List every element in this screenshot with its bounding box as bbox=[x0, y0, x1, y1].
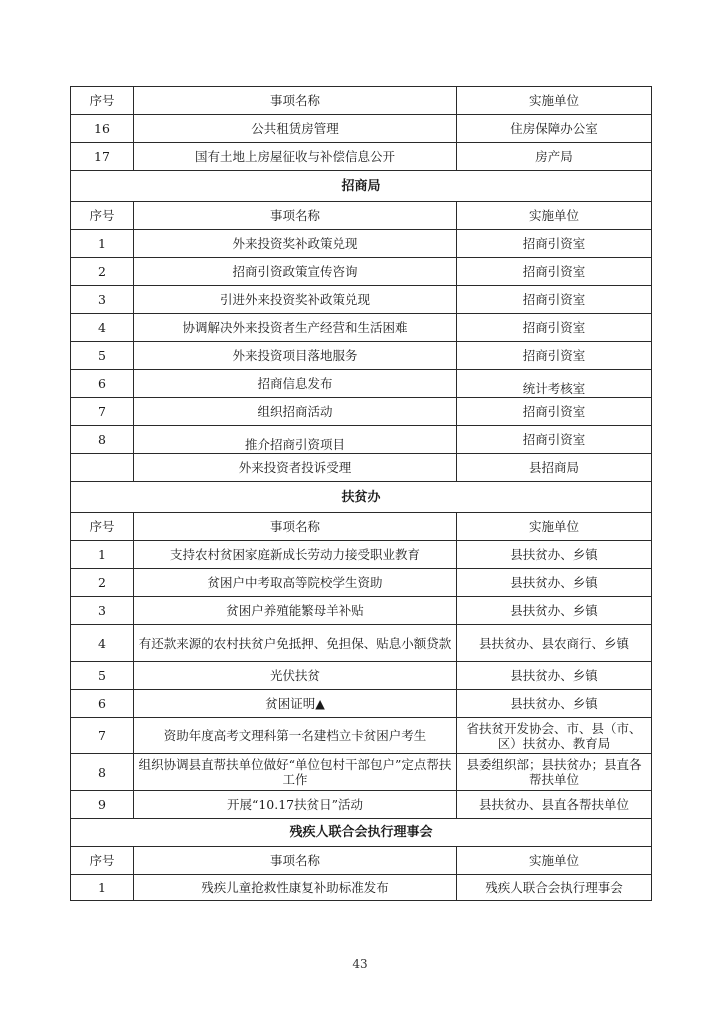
header-unit: 实施单位 bbox=[457, 202, 652, 230]
row-no: 2 bbox=[71, 258, 134, 286]
row-unit: 招商引资室 bbox=[457, 398, 652, 426]
table-row bbox=[71, 690, 652, 718]
row-unit: 县扶贫办、县农商行、乡镇 bbox=[457, 625, 652, 662]
row-name: 引进外来投资奖补政策兑现 bbox=[134, 286, 457, 314]
header-name: 事项名称 bbox=[134, 513, 457, 541]
table-row bbox=[71, 370, 652, 398]
header-unit: 实施单位 bbox=[457, 87, 652, 115]
section-title-row bbox=[71, 819, 652, 847]
row-name: 公共租赁房管理 bbox=[134, 115, 457, 143]
table-row bbox=[71, 426, 652, 454]
row-name: 贫困户养殖能繁母羊补贴 bbox=[134, 597, 457, 625]
row-name: 有还款来源的农村扶贫户免抵押、免担保、贴息小额贷款 bbox=[134, 625, 457, 662]
table-row bbox=[71, 597, 652, 625]
row-unit: 县扶贫办、乡镇 bbox=[457, 541, 652, 569]
row-no: 7 bbox=[71, 398, 134, 426]
table-row bbox=[71, 541, 652, 569]
row-no bbox=[71, 454, 134, 482]
row-name: 资助年度高考文理科第一名建档立卡贫困户考生 bbox=[134, 718, 457, 754]
header-name: 事项名称 bbox=[134, 847, 457, 875]
table-body bbox=[71, 87, 652, 901]
row-name: 光伏扶贫 bbox=[134, 662, 457, 690]
row-unit: 县扶贫办、乡镇 bbox=[457, 597, 652, 625]
row-no: 16 bbox=[71, 115, 134, 143]
row-name: 支持农村贫困家庭新成长劳动力接受职业教育 bbox=[134, 541, 457, 569]
header-unit: 实施单位 bbox=[457, 513, 652, 541]
header-no: 序号 bbox=[71, 513, 134, 541]
table-row bbox=[71, 791, 652, 819]
row-name: 贫困户中考取高等院校学生资助 bbox=[134, 569, 457, 597]
table-row bbox=[71, 286, 652, 314]
row-no: 2 bbox=[71, 569, 134, 597]
row-unit: 招商引资室 bbox=[457, 314, 652, 342]
row-unit: 统计考核室 bbox=[457, 370, 652, 398]
row-name: 残疾儿童抢救性康复补助标准发布 bbox=[134, 875, 457, 901]
header-no: 序号 bbox=[71, 87, 134, 115]
header-name: 事项名称 bbox=[134, 87, 457, 115]
matters-table bbox=[70, 86, 652, 901]
row-no: 4 bbox=[71, 314, 134, 342]
row-unit: 县扶贫办、县直各帮扶单位 bbox=[457, 791, 652, 819]
table-row bbox=[71, 662, 652, 690]
table-row bbox=[71, 258, 652, 286]
row-name: 贫困证明▲ bbox=[134, 690, 457, 718]
row-no: 9 bbox=[71, 791, 134, 819]
table-header-row bbox=[71, 513, 652, 541]
table-header-row bbox=[71, 847, 652, 875]
section-title-row bbox=[71, 171, 652, 202]
row-no: 6 bbox=[71, 690, 134, 718]
table-row bbox=[71, 875, 652, 901]
row-unit: 房产局 bbox=[457, 143, 652, 171]
row-no: 3 bbox=[71, 286, 134, 314]
table-row bbox=[71, 454, 652, 482]
row-unit: 县扶贫办、乡镇 bbox=[457, 690, 652, 718]
row-no: 5 bbox=[71, 662, 134, 690]
table-row bbox=[71, 754, 652, 791]
row-unit: 招商引资室 bbox=[457, 426, 652, 454]
table-row bbox=[71, 314, 652, 342]
header-name: 事项名称 bbox=[134, 202, 457, 230]
table-row bbox=[71, 115, 652, 143]
table-row bbox=[71, 230, 652, 258]
row-name: 组织协调县直帮扶单位做好“单位包村干部包户”定点帮扶工作 bbox=[134, 754, 457, 791]
row-no: 5 bbox=[71, 342, 134, 370]
row-name: 组织招商活动 bbox=[134, 398, 457, 426]
section-title: 招商局 bbox=[71, 171, 652, 202]
row-unit: 招商引资室 bbox=[457, 230, 652, 258]
row-no: 1 bbox=[71, 875, 134, 901]
row-name: 外来投资奖补政策兑现 bbox=[134, 230, 457, 258]
table-row bbox=[71, 398, 652, 426]
row-name: 协调解决外来投资者生产经营和生活困难 bbox=[134, 314, 457, 342]
row-name: 推介招商引资项目 bbox=[134, 426, 457, 454]
row-unit: 招商引资室 bbox=[457, 258, 652, 286]
row-name: 外来投资项目落地服务 bbox=[134, 342, 457, 370]
row-name: 开展“10.17扶贫日”活动 bbox=[134, 791, 457, 819]
section-title-row bbox=[71, 482, 652, 513]
table-row bbox=[71, 625, 652, 662]
row-unit: 县扶贫办、乡镇 bbox=[457, 662, 652, 690]
row-unit: 省扶贫开发协会、市、县（市、区）扶贫办、教育局 bbox=[457, 718, 652, 754]
section-title: 扶贫办 bbox=[71, 482, 652, 513]
row-unit: 残疾人联合会执行理事会 bbox=[457, 875, 652, 901]
page-number: 43 bbox=[352, 957, 368, 971]
row-no: 1 bbox=[71, 541, 134, 569]
row-no: 3 bbox=[71, 597, 134, 625]
table-header-row bbox=[71, 202, 652, 230]
row-unit: 县扶贫办、乡镇 bbox=[457, 569, 652, 597]
row-unit: 招商引资室 bbox=[457, 342, 652, 370]
row-unit: 招商引资室 bbox=[457, 286, 652, 314]
row-no: 6 bbox=[71, 370, 134, 398]
table-row bbox=[71, 143, 652, 171]
row-unit: 住房保障办公室 bbox=[457, 115, 652, 143]
section-title: 残疾人联合会执行理事会 bbox=[71, 819, 652, 847]
row-no: 1 bbox=[71, 230, 134, 258]
header-no: 序号 bbox=[71, 202, 134, 230]
header-unit: 实施单位 bbox=[457, 847, 652, 875]
table-row bbox=[71, 342, 652, 370]
row-no: 8 bbox=[71, 754, 134, 791]
row-no: 8 bbox=[71, 426, 134, 454]
row-unit: 县委组织部；县扶贫办；县直各帮扶单位 bbox=[457, 754, 652, 791]
table-row bbox=[71, 569, 652, 597]
row-no: 17 bbox=[71, 143, 134, 171]
row-name: 招商信息发布 bbox=[134, 370, 457, 398]
row-unit: 县招商局 bbox=[457, 454, 652, 482]
table-header-row bbox=[71, 87, 652, 115]
header-no: 序号 bbox=[71, 847, 134, 875]
row-name: 招商引资政策宣传咨询 bbox=[134, 258, 457, 286]
row-no: 7 bbox=[71, 718, 134, 754]
row-no: 4 bbox=[71, 625, 134, 662]
table-row bbox=[71, 718, 652, 754]
row-name: 国有土地上房屋征收与补偿信息公开 bbox=[134, 143, 457, 171]
row-name: 外来投资者投诉受理 bbox=[134, 454, 457, 482]
